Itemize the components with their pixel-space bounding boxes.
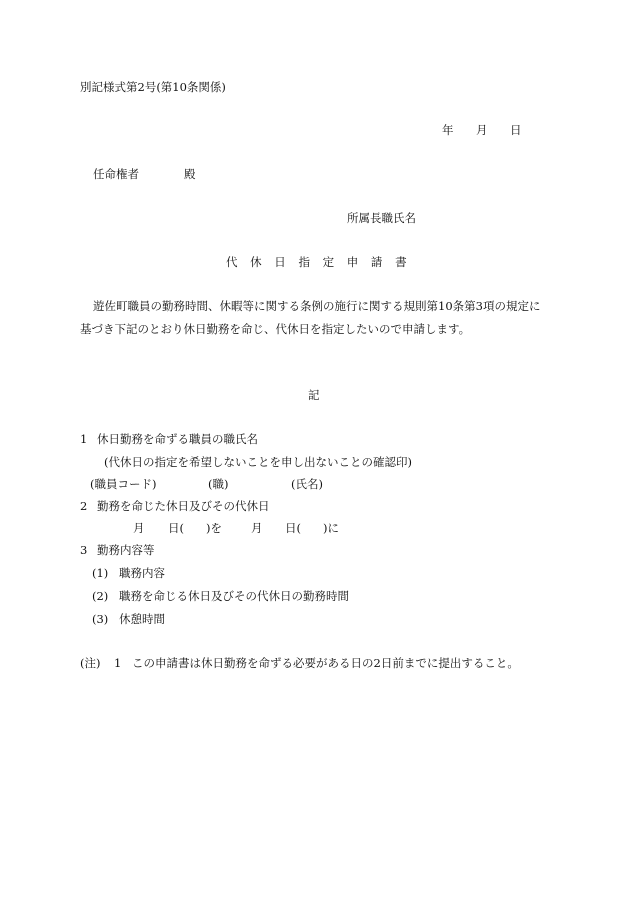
item2-month-2: 月 bbox=[251, 521, 263, 535]
item1-col-name: (氏名) bbox=[291, 477, 323, 491]
body-line-2: 基づき下記のとおり休日勤務を命じ、代休日を指定したいので申請します。 bbox=[80, 322, 471, 336]
item1-col-code: (職員コード) bbox=[90, 477, 157, 491]
addressee-name: 任命権者 bbox=[93, 167, 139, 181]
item2-close-1: )を bbox=[206, 521, 222, 535]
item1-col-post: (職) bbox=[208, 477, 229, 491]
item1-note: (代休日の指定を希望しないことを申し出ないことの確認印) bbox=[104, 455, 412, 469]
item3-sub1-text: 職務内容 bbox=[119, 566, 165, 580]
note-number: 1 bbox=[114, 656, 122, 670]
date-year: 年 bbox=[442, 123, 454, 137]
note-text: この申請書は休日勤務を命ずる必要がある日の2日前までに提出すること。 bbox=[132, 656, 519, 670]
item2-day-1: 日( bbox=[168, 521, 184, 535]
item2-close-2: )に bbox=[323, 521, 339, 535]
note-label: (注) bbox=[80, 656, 101, 670]
item1-number: 1 bbox=[80, 432, 88, 446]
item3-sub1-number: (1) bbox=[92, 566, 109, 580]
item3-number: 3 bbox=[80, 543, 88, 557]
item2-month-1: 月 bbox=[133, 521, 145, 535]
item3-sub2-text: 職務を命じる休日及びその代休日の勤務時間 bbox=[119, 589, 349, 603]
item2-number: 2 bbox=[80, 499, 88, 513]
item3-sub2-number: (2) bbox=[92, 589, 109, 603]
item2-day-2: 日( bbox=[285, 521, 301, 535]
item3-sub3-text: 休憩時間 bbox=[119, 612, 165, 626]
addressee-honorific: 殿 bbox=[184, 167, 196, 181]
item3-sub3-number: (3) bbox=[92, 612, 109, 626]
applicant-label: 所属長職氏名 bbox=[347, 211, 416, 225]
item3-label: 勤務内容等 bbox=[97, 543, 155, 557]
ki-heading: 記 bbox=[308, 388, 320, 402]
date-month: 月 bbox=[476, 123, 488, 137]
body-line-1: 遊佐町職員の勤務時間、休暇等に関する条例の施行に関する規則第10条第3項の規定に bbox=[93, 299, 541, 313]
date-day: 日 bbox=[510, 123, 522, 137]
document-title: 代 休 日 指 定 申 請 書 bbox=[226, 255, 407, 269]
form-label: 別記様式第2号(第10条関係) bbox=[80, 80, 226, 94]
item1-label: 休日勤務を命ずる職員の職氏名 bbox=[97, 432, 258, 446]
item2-label: 勤務を命じた休日及びその代休日 bbox=[97, 499, 270, 513]
